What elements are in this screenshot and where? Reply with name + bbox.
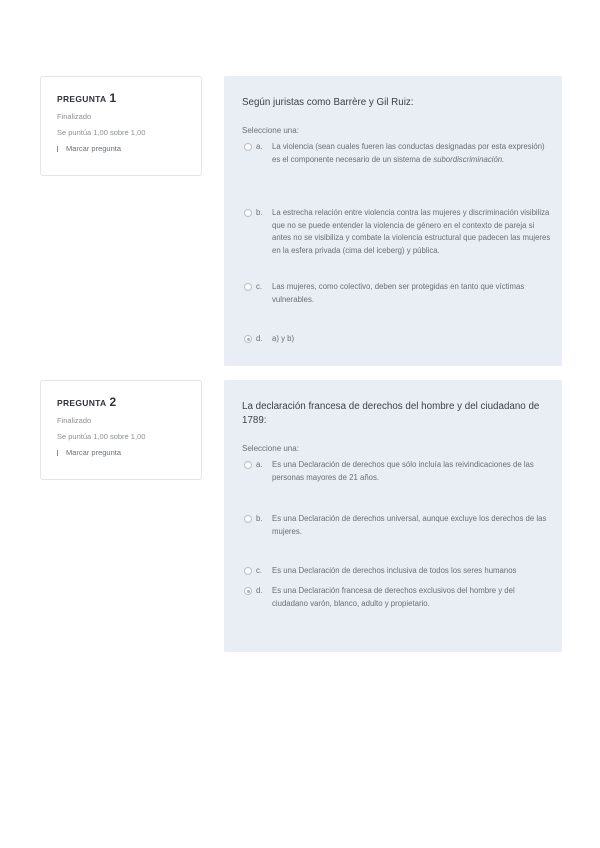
- answer-option-b[interactable]: b. Es una Declaración de derechos universal, aunque excluye los derechos de las mujeres.: [242, 513, 552, 538]
- radio-button[interactable]: [244, 143, 252, 151]
- radio-button[interactable]: [244, 283, 252, 291]
- answer-option-b[interactable]: b. La estrecha relación entre violencia contra las mujeres y discriminación visibiliza que no se puede entender la violencia de género en el contexto de pareja si antes no se visibiliza y combate la violencia estructural que padecen las mujeres en la esfera privada (cima del iceberg) y pública.: [242, 207, 552, 257]
- answer-option-a[interactable]: a. La violencia (sean cuales fueren las conductas designadas por esta expresión) es el componente necesario de un sistema de subordiscriminación.: [242, 141, 552, 166]
- radio-button[interactable]: [244, 515, 252, 523]
- radio-button[interactable]: [244, 461, 252, 469]
- answer-prompt: Seleccione una:: [242, 126, 299, 135]
- answer-option-d[interactable]: d. Es una Declaración francesa de derechos exclusivos del hombre y del ciudadano varón, blanco, adulto y propietario.: [242, 585, 552, 610]
- question-status: Finalizado: [57, 416, 92, 425]
- answer-prompt: Seleccione una:: [242, 444, 299, 453]
- radio-button[interactable]: [244, 567, 252, 575]
- question-number: PREGUNTA 1: [57, 91, 117, 105]
- question-info-2: [40, 380, 202, 480]
- question-number: PREGUNTA 2: [57, 395, 117, 409]
- flag-icon: [57, 450, 62, 456]
- question-text: La declaración francesa de derechos del hombre y del ciudadano de 1789:: [242, 401, 540, 426]
- flag-question-link[interactable]: Marcar pregunta: [57, 448, 185, 457]
- question-score: Se puntúa 1,00 sobre 1,00: [57, 432, 146, 441]
- radio-button[interactable]: [244, 209, 252, 217]
- question-score: Se puntúa 1,00 sobre 1,00: [57, 128, 146, 137]
- flag-question-link[interactable]: Marcar pregunta: [57, 144, 185, 153]
- question-status: Finalizado: [57, 112, 92, 121]
- question-info-1: [40, 76, 202, 176]
- answer-option-d[interactable]: d. a) y b): [242, 333, 552, 346]
- flag-icon: [57, 146, 62, 152]
- answer-option-a[interactable]: a. Es una Declaración de derechos que sólo incluía las reivindicaciones de las personas mayores de 21 años.: [242, 459, 552, 484]
- question-content-2: [224, 380, 562, 652]
- radio-button-selected[interactable]: [244, 587, 252, 595]
- question-text: Según juristas como Barrère y Gil Ruiz:: [242, 97, 414, 108]
- answer-option-c[interactable]: c. Las mujeres, como colectivo, deben ser protegidas en tanto que víctimas vulnerables.: [242, 281, 552, 306]
- radio-button-selected[interactable]: [244, 335, 252, 343]
- question-content-1: [224, 76, 562, 366]
- answer-option-c[interactable]: c. Es una Declaración de derechos inclusiva de todos los seres humanos: [242, 565, 552, 578]
